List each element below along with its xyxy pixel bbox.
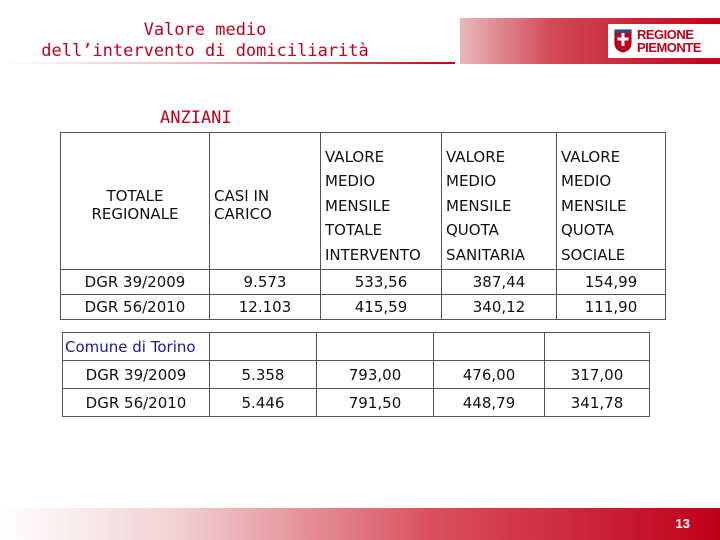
table-row	[63, 361, 650, 389]
cell-casi: 12.103	[210, 295, 321, 320]
cell-casi: 5.358	[210, 361, 317, 389]
cell-sociale: 111,90	[557, 295, 666, 320]
shield-icon	[614, 29, 632, 53]
header-valore-sociale	[557, 133, 666, 270]
header-text: MEDIO	[561, 172, 612, 190]
header-casi-in-carico	[210, 133, 321, 270]
cell-sanitaria: 476,00	[434, 361, 545, 389]
header-valore-sanitaria	[442, 133, 557, 270]
empty-cell	[317, 333, 434, 361]
cell-sanitaria: 340,12	[442, 295, 557, 320]
row-label: DGR 56/2010	[63, 389, 210, 417]
footer-bar	[0, 508, 720, 540]
header-text: REGIONALE	[91, 205, 179, 223]
header-divider	[0, 62, 455, 64]
logo-line-2: PIEMONTE	[637, 40, 701, 55]
slide-title-line-2: dell’intervento di domiciliarità	[41, 41, 369, 61]
header-text: CASI IN	[214, 187, 270, 205]
empty-cell	[545, 333, 650, 361]
regional-table	[60, 132, 666, 320]
header-text: CARICO	[214, 205, 272, 223]
city-table	[62, 332, 650, 417]
header-text: MEDIO	[325, 172, 376, 190]
header-text: SANITARIA	[446, 245, 526, 264]
slide-title-line-1: Valore medio	[143, 20, 267, 40]
header-text: INTERVENTO	[325, 245, 421, 264]
header-text: VALORE	[325, 147, 385, 166]
row-label: DGR 39/2009	[61, 270, 210, 295]
table-row	[63, 389, 650, 417]
section-label: ANZIANI	[160, 108, 232, 128]
row-label: DGR 56/2010	[61, 295, 210, 320]
cell-sanitaria: 448,79	[434, 389, 545, 417]
logo-text	[637, 28, 701, 54]
header-text: VALORE	[446, 147, 506, 166]
city-name: Comune di Torino	[63, 333, 210, 361]
row-label: DGR 39/2009	[63, 361, 210, 389]
header-text: QUOTA	[446, 221, 499, 239]
slide-title	[40, 20, 370, 62]
header-text: MENSILE	[446, 196, 512, 215]
header-text: TOTALE	[106, 187, 164, 205]
cell-casi: 5.446	[210, 389, 317, 417]
table-header-row	[61, 133, 666, 270]
logo-banner	[460, 18, 720, 64]
table-row	[61, 295, 666, 320]
header-text: VALORE	[561, 147, 621, 166]
city-header-row	[63, 333, 650, 361]
cell-totale: 793,00	[317, 361, 434, 389]
empty-cell	[434, 333, 545, 361]
header-text: TOTALE	[325, 221, 383, 239]
cell-sociale: 341,78	[545, 389, 650, 417]
cell-totale: 533,56	[321, 270, 442, 295]
empty-cell	[210, 333, 317, 361]
logo-line-1: REGIONE	[637, 27, 694, 42]
header-text: MENSILE	[325, 196, 391, 215]
page-number: 13	[675, 516, 690, 531]
cell-casi: 9.573	[210, 270, 321, 295]
header-text: SOCIALE	[561, 245, 626, 264]
header-valore-totale	[321, 133, 442, 270]
table-row	[61, 270, 666, 295]
header-text: MENSILE	[561, 196, 627, 215]
header-text: MEDIO	[446, 172, 497, 190]
cell-totale: 791,50	[317, 389, 434, 417]
cell-sociale: 154,99	[557, 270, 666, 295]
header-totale-regionale	[61, 133, 210, 270]
header-text: QUOTA	[561, 221, 614, 239]
regione-piemonte-logo	[608, 24, 720, 58]
cell-totale: 415,59	[321, 295, 442, 320]
cell-sociale: 317,00	[545, 361, 650, 389]
cell-sanitaria: 387,44	[442, 270, 557, 295]
